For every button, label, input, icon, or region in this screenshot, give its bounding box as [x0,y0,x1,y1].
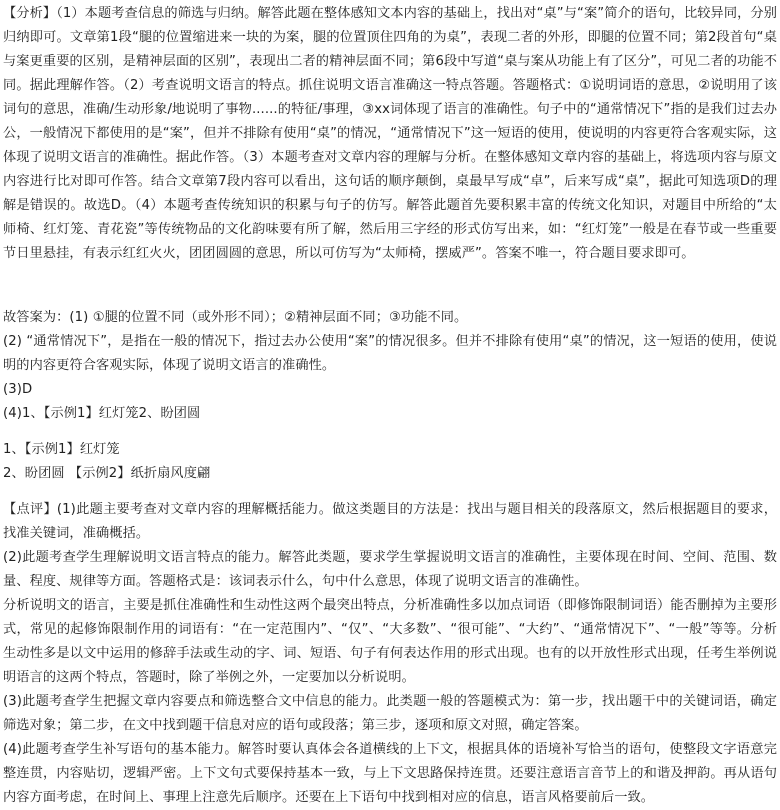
answer-3: (3)D [3,382,33,397]
answer-4: (4)1、【示例1】红灯笼2、盼团圆 [3,406,201,421]
review-paragraph-1: 【点评】(1)此题主要考查对文章内容的理解概括能力。做这类题目的方法是：找出与题目相关的段落原文，然后根据题目的要求，找准关键词，准确概括。 [3,502,777,541]
analysis-section [3,2,777,266]
review-section [3,498,777,810]
answers-section [3,306,777,426]
review-paragraph-4: (3)此题考查学生把握文章内容要点和筛选整合文中信息的能力。此类题一般的答题模式为：第一步，找出题干中的关键词语，确定筛选对象；第二步，在文中找到题干信息对应的语句或段落；第三步，逐项和原文对照，确定答案。 [3,694,777,733]
analysis-paragraph: 【分析】（1）本题考查信息的筛选与归纳。解答此题在整体感知文本内容的基础上，找出对“桌”与“案”简介的语句，比较异同，分别归纳即可。文章第1段“腿的位置缩进来一块的为案，腿的位置顶住四角的为桌”，表现二者的外形，即腿的位置不同；第2段首句“桌与案更重要的区别，是精神层面的区别”，表现出二者的精神层面不同；第6段中写道“桌与案从功能上有了区分”，可见二者的功能不同。据此理解作答。（2）考查说明文语言的特点。抓住说明文语言准确这一特点答题。答题格式：①说明词语的意思，②说明用了该词句的意思，准确/生动形象/地说明了事物......的特征/事理，③xx词体现了语言的准确性。句子中的“通常情况下”指的是我们过去办公，一般情况下都使用的是“案”，但并不排除有使用“桌”的情况，“通常情况下”这一短语的使用，使说明的内容更符合客观实际，这体现了说明文语言的准确性。据此作答。（3）本题考查对文章内容的理解与分析。在整体感知文章内容的基础上，将选项内容与原文内容进行比对即可作答。结合文章第7段内容可以看出，这句话的顺序颠倒，桌最早写成“卓”，后来写成“桌”，据此可知选项D的理解是错误的。故选D。（4）本题考查传统知识的积累与句子的仿写。解答此题首先要积累丰富的传统文化知识，对题目中所给的“太师椅、红灯笼、青花瓷”等传统物品的文化韵味要有所了解，然后用三字经的形式仿写出来，如：“红灯笼”一般是在春节或一些重要节日里悬挂，有表示红红火火，团团圆圆的意思，所以可仿写为“太师椅，摆威严”。答案不唯一，符合题目要求即可。 [3,6,777,261]
examples-section [3,438,777,486]
example-2: 2、盼团圆 【示例2】纸折扇风度翩 [3,466,211,481]
review-paragraph-5: (4)此题考查学生补写语句的基本能力。解答时要认真体会各道横线的上下文，根据具体的语境补写恰当的语句，使整段文字语意完整连贯，内容贴切，逻辑严密。上下文句式要保持基本一致，与上下文思路保持连贯。还要注意语言音节上的和谐及押韵。再从语句内容方面考虑，在时间上、事理上注意先后顺序。还要在上下语句中找到相对应的信息，语言风格要前后一致。 [3,742,777,805]
review-paragraph-2: (2)此题考查学生理解说明文语言特点的能力。解答此类题，要求学生掌握说明文语言的准确性，主要体现在时间、空间、范围、数量、程度、规律等方面。答题格式是：该词表示什么，句中什么意思，体现了说明文语言的准确性。 [3,550,777,589]
answer-2: (2) “通常情况下”，是指在一般的情况下，指过去办公使用“案”的情况很多。但并不排除有使用“桌”的情况，这一短语的使用，使说明的内容更符合客观实际，体现了说明文语言的准确性。 [3,334,777,373]
answer-intro: 故答案为：(1) ①腿的位置不同（或外形不同）；②精神层面不同；③功能不同。 [3,310,468,325]
review-paragraph-3: 分析说明文的语言，主要是抓住准确性和生动性这两个最突出特点，分析准确性多以加点词语（即修饰限制词语）能否删掉为主要形式，常见的起修饰限制作用的词语有：“在一定范围内”、“仅”、“大多数”、“很可能”、“大约”、“通常情况下”、“一般”等等。分析生动性多是以文中运用的修辞手法或生动的字、词、短语、句子有何表达作用的形式出现。也有的以开放性形式出现，任考生举例说明语言的这两个特点，答题时，除了举例之外，一定要加以分析说明。 [3,598,777,685]
example-1: 1、【示例1】红灯笼 [3,442,120,457]
